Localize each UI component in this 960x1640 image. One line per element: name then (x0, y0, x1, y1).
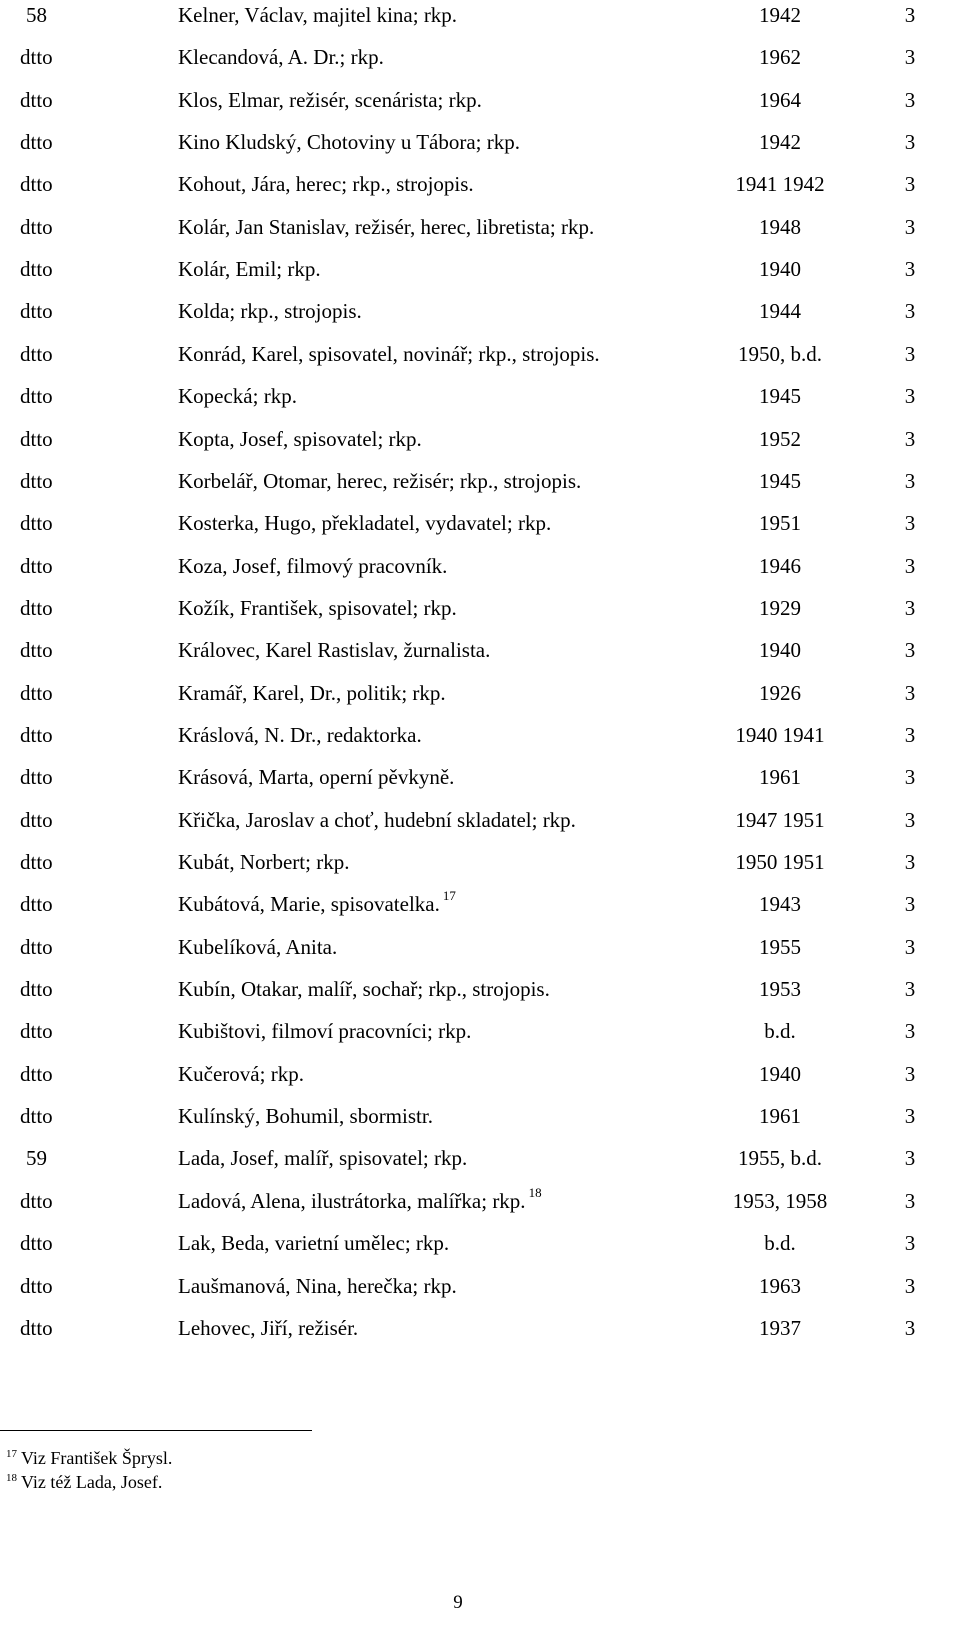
entry-year: 1929 (759, 595, 801, 620)
list-item (0, 551, 960, 581)
entry-text: Kubelíková, Anita. (178, 934, 338, 959)
box-number: dtto (20, 595, 53, 620)
entry-text: Kolár, Jan Stanislav, režisér, herec, libretista; rkp. (178, 214, 595, 239)
list-item (0, 1143, 960, 1173)
entry-year: 1963 (759, 1273, 801, 1298)
entry-description (178, 1186, 708, 1216)
entry-year: b.d. (764, 1019, 796, 1044)
entry-description (178, 1271, 708, 1301)
entry-year: 1926 (759, 680, 801, 705)
list-item (0, 169, 960, 199)
box-number: dtto (20, 214, 53, 239)
entry-count: 3 (904, 807, 916, 832)
entry-count: 3 (904, 257, 916, 282)
entry-text: Kubátová, Marie, spisovatelka. (178, 892, 440, 917)
entry-text: Kučerová; rkp. (178, 1061, 304, 1086)
footnote-text: Viz František Šprysl. (21, 1448, 173, 1468)
entry-count: 3 (904, 45, 916, 70)
entry-count: 3 (904, 384, 916, 409)
entry-count: 3 (904, 934, 916, 959)
entry-description (178, 762, 708, 792)
list-item (0, 254, 960, 284)
entry-text: Královec, Karel Rastislav, žurnalista. (178, 638, 491, 663)
entry-count: 3 (904, 214, 916, 239)
entry-description (178, 466, 708, 496)
entry-count: 3 (904, 1061, 916, 1086)
list-item (0, 847, 960, 877)
entry-count: 3 (904, 765, 916, 790)
entry-count: 3 (904, 638, 916, 663)
entry-year: 1955 (759, 934, 801, 959)
entry-text: Lak, Beda, varietní umělec; rkp. (178, 1231, 450, 1256)
entry-year: 1950, b.d. (738, 341, 822, 366)
list-item (0, 1271, 960, 1301)
list-item (0, 593, 960, 623)
entry-count: 3 (904, 850, 916, 874)
entry-count: 3 (904, 1104, 916, 1129)
list-item (0, 1016, 960, 1046)
entry-year: 1961 (759, 765, 801, 790)
footnote-mark: 17 (6, 1448, 17, 1460)
entry-description (178, 1313, 708, 1343)
list-item (0, 212, 960, 242)
entry-text: Ladová, Alena, ilustrátorka, malířka; rkp. (178, 1188, 526, 1213)
entry-text: Kulínský, Bohumil, sbormistr. (178, 1104, 433, 1129)
entry-year: 1962 (759, 45, 801, 70)
box-number: dtto (20, 1315, 53, 1340)
entry-count: 3 (904, 1315, 916, 1340)
entry-description (178, 212, 708, 242)
box-number: dtto (20, 172, 53, 197)
entry-count: 3 (904, 87, 916, 112)
entry-description (178, 0, 708, 30)
box-number: dtto (20, 87, 53, 112)
entry-year: 1955, b.d. (738, 1146, 822, 1171)
entry-description (178, 169, 708, 199)
entry-year: 1943 (759, 892, 801, 917)
entry-count: 3 (904, 1188, 916, 1213)
page-number: 9 (453, 1592, 463, 1613)
box-number: dtto (20, 426, 53, 451)
entry-count: 3 (904, 553, 916, 578)
box-number: dtto (20, 341, 53, 366)
entry-count: 3 (904, 1231, 916, 1256)
entry-description (178, 296, 708, 326)
entry-year: 1945 (759, 468, 801, 493)
entry-description (178, 85, 708, 115)
list-item (0, 720, 960, 750)
entry-description (178, 678, 708, 708)
entry-year: 1953 (759, 977, 801, 1002)
entry-year: 1953, 1958 (732, 1188, 828, 1213)
box-number: dtto (20, 1231, 53, 1256)
entry-year: 1950 1951 (735, 850, 825, 874)
entry-text: Kohout, Jára, herec; rkp., strojopis. (178, 172, 474, 197)
entry-count: 3 (904, 595, 916, 620)
entry-year: 1951 (759, 511, 801, 536)
box-number: dtto (20, 892, 53, 917)
list-item (0, 42, 960, 72)
list-item (0, 85, 960, 115)
entry-count: 3 (904, 977, 916, 1002)
entry-text: Klecandová, A. Dr.; rkp. (178, 45, 384, 70)
box-number: dtto (20, 1273, 53, 1298)
entry-text: Lada, Josef, malíř, spisovatel; rkp. (178, 1146, 468, 1171)
list-item (0, 0, 960, 30)
entry-description (178, 847, 708, 877)
entry-text: Klos, Elmar, režisér, scenárista; rkp. (178, 87, 482, 112)
entry-description (178, 635, 708, 665)
entry-text: Kino Kludský, Chotoviny u Tábora; rkp. (178, 130, 521, 155)
entry-description (178, 254, 708, 284)
box-number: dtto (20, 850, 53, 874)
box-number: dtto (20, 977, 53, 1002)
entry-description (178, 805, 708, 835)
box-number: dtto (20, 553, 53, 578)
entry-count: 3 (904, 426, 916, 451)
entry-description (178, 1228, 708, 1258)
entry-text: Konrád, Karel, spisovatel, novinář; rkp., strojopis. (178, 341, 600, 366)
entry-description (178, 974, 708, 1004)
entry-count: 3 (904, 680, 916, 705)
entry-year: 1947 1951 (735, 807, 825, 832)
entry-year: 1961 (759, 1104, 801, 1129)
box-number: dtto (20, 257, 53, 282)
entry-text: Kolár, Emil; rkp. (178, 257, 321, 282)
entry-text: Kolda; rkp., strojopis. (178, 299, 362, 324)
entry-year: 1940 (759, 257, 801, 282)
box-number: 58 (26, 3, 47, 27)
box-number: dtto (20, 1019, 53, 1044)
list-item (0, 1228, 960, 1258)
list-item (0, 1186, 960, 1216)
list-item (0, 762, 960, 792)
entry-description (178, 593, 708, 623)
entry-year: 1941 1942 (735, 172, 825, 197)
footnote-text: Viz též Lada, Josef. (21, 1472, 163, 1492)
entry-description (178, 381, 708, 411)
box-number: dtto (20, 722, 53, 747)
box-number: dtto (20, 765, 53, 790)
box-number: dtto (20, 1104, 53, 1129)
box-number: dtto (20, 511, 53, 536)
list-item (0, 974, 960, 1004)
entry-year: 1964 (759, 87, 801, 112)
entry-text: Kopta, Josef, spisovatel; rkp. (178, 426, 422, 451)
entry-count: 3 (904, 1146, 916, 1171)
box-number: 59 (26, 1146, 47, 1171)
list-item (0, 1313, 960, 1343)
entry-description (178, 424, 708, 454)
entry-description (178, 1016, 708, 1046)
entry-description (178, 508, 708, 538)
entry-count: 3 (904, 511, 916, 536)
entry-description (178, 127, 708, 157)
entry-year: 1937 (759, 1315, 801, 1340)
entry-year: 1940 (759, 638, 801, 663)
entry-text: Lehovec, Jiří, režisér. (178, 1315, 359, 1340)
box-number: dtto (20, 1061, 53, 1086)
list-item (0, 466, 960, 496)
box-number: dtto (20, 468, 53, 493)
entry-count: 3 (904, 299, 916, 324)
entry-year: 1944 (759, 299, 801, 324)
entry-description (178, 339, 708, 369)
list-item (0, 678, 960, 708)
footnote-18 (6, 1470, 162, 1497)
box-number: dtto (20, 130, 53, 155)
entry-description (178, 932, 708, 962)
box-number: dtto (20, 934, 53, 959)
entry-description (178, 889, 708, 919)
list-item (0, 805, 960, 835)
entry-year: 1948 (759, 214, 801, 239)
entry-text: Křička, Jaroslav a choť, hudební skladatel; rkp. (178, 807, 576, 832)
entry-description (178, 1059, 708, 1089)
entry-text: Kelner, Václav, majitel kina; rkp. (178, 3, 458, 27)
entry-year: 1945 (759, 384, 801, 409)
box-number: dtto (20, 45, 53, 70)
entry-text: Kožík, František, spisovatel; rkp. (178, 595, 457, 620)
entry-description (178, 720, 708, 750)
footnote-mark: 18 (6, 1472, 17, 1484)
list-item (0, 635, 960, 665)
entry-description (178, 1101, 708, 1131)
entry-year: 1952 (759, 426, 801, 451)
entry-year: 1940 1941 (735, 722, 825, 747)
box-number: dtto (20, 638, 53, 663)
entry-text: Kramář, Karel, Dr., politik; rkp. (178, 680, 446, 705)
box-number: dtto (20, 807, 53, 832)
entry-text: Kubát, Norbert; rkp. (178, 850, 350, 874)
entry-count: 3 (904, 130, 916, 155)
entry-year: b.d. (764, 1231, 796, 1256)
list-item (0, 1059, 960, 1089)
entry-year: 1942 (759, 3, 801, 27)
footnote-separator (0, 1430, 312, 1431)
entry-count: 3 (904, 722, 916, 747)
entry-count: 3 (904, 1273, 916, 1298)
box-number: dtto (20, 680, 53, 705)
list-item (0, 296, 960, 326)
list-item (0, 127, 960, 157)
entry-count: 3 (904, 3, 916, 27)
entry-text: Kráslová, N. Dr., redaktorka. (178, 722, 422, 747)
entry-text: Kubištovi, filmoví pracovníci; rkp. (178, 1019, 472, 1044)
entry-description (178, 1143, 708, 1173)
entry-count: 3 (904, 1019, 916, 1044)
entry-description (178, 42, 708, 72)
entry-description (178, 551, 708, 581)
entry-text: Laušmanová, Nina, herečka; rkp. (178, 1273, 457, 1298)
list-item (0, 339, 960, 369)
list-item (0, 424, 960, 454)
footnote-reference: 18 (528, 1184, 542, 1200)
box-number: dtto (20, 384, 53, 409)
list-item (0, 381, 960, 411)
entry-count: 3 (904, 468, 916, 493)
entry-text: Korbelář, Otomar, herec, režisér; rkp., strojopis. (178, 468, 582, 493)
entry-count: 3 (904, 892, 916, 917)
box-number: dtto (20, 299, 53, 324)
entry-count: 3 (904, 341, 916, 366)
list-item (0, 889, 960, 919)
entry-text: Kubín, Otakar, malíř, sochař; rkp., strojopis. (178, 977, 550, 1002)
box-number: dtto (20, 1188, 53, 1213)
list-item (0, 1101, 960, 1131)
entry-year: 1946 (759, 553, 801, 578)
list-item (0, 932, 960, 962)
footnote-17 (6, 1446, 172, 1473)
entry-text: Kosterka, Hugo, překladatel, vydavatel; rkp. (178, 511, 552, 536)
entry-text: Kopecká; rkp. (178, 384, 297, 409)
entry-year: 1942 (759, 130, 801, 155)
entry-text: Krásová, Marta, operní pěvkyně. (178, 765, 455, 790)
footnote-reference: 17 (442, 888, 456, 904)
list-item (0, 508, 960, 538)
entry-count: 3 (904, 172, 916, 197)
entry-text: Koza, Josef, filmový pracovník. (178, 553, 448, 578)
entry-year: 1940 (759, 1061, 801, 1086)
